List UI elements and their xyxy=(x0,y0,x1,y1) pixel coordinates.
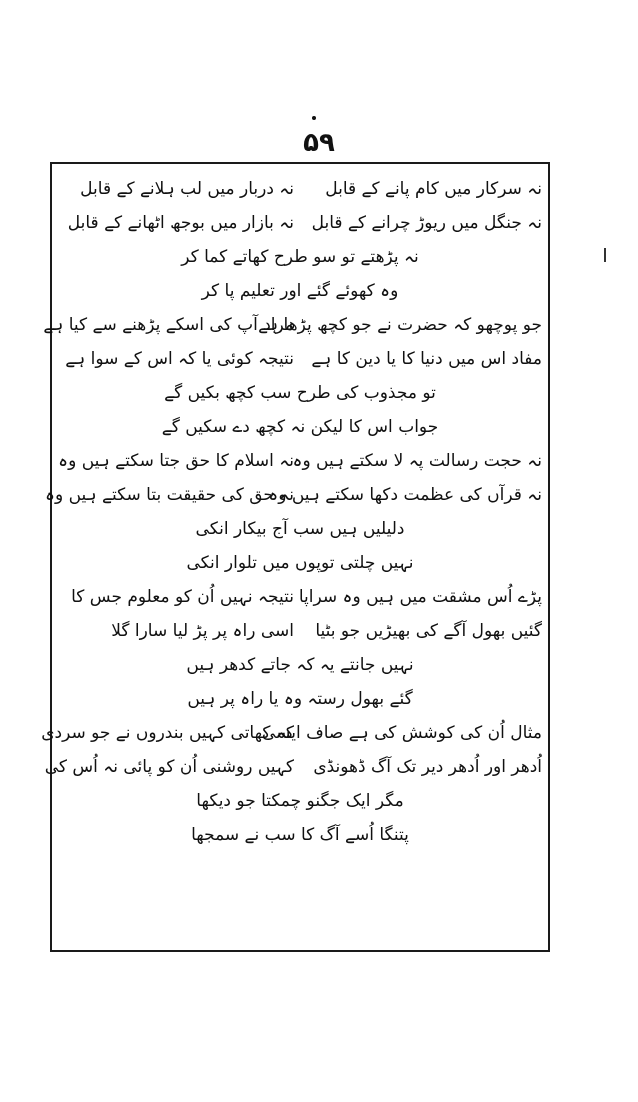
poem-line-centered xyxy=(58,818,542,852)
poem-couplet xyxy=(58,580,542,614)
poem-couplet xyxy=(58,342,542,376)
poem-line-centered xyxy=(58,784,542,818)
poem-hemistich-second: کہیں روشنی اُن کو پائی نہ اُس کی xyxy=(44,757,294,777)
poem-hemistich-first: نہ حجت رسالت پہ لا سکتے ہیں وہ xyxy=(292,451,542,471)
poem-couplet xyxy=(44,750,542,784)
poem-line-text: گئے بھول رستہ وہ یا راہ پر ہیں xyxy=(187,689,413,709)
poem-couplet xyxy=(58,614,542,648)
poem-hemistich-first: جو پوچھو کہ حضرت نے جو کچھ پڑھا ہے xyxy=(258,315,542,335)
poem-couplet xyxy=(45,478,542,512)
poem-hemistich-second: نہ بازار میں بوجھ اٹھانے کے قابل xyxy=(67,213,294,233)
poem-hemistich-first: گئیں بھول آگے کی بھیڑیں جو بٹیا xyxy=(315,621,542,641)
poem-hemistich-first: نہ قرآں کی عظمت دکھا سکتے ہیں وہ xyxy=(268,485,542,505)
poem-line-text: پتنگا اُسے آگ کا سب نے سمجھا xyxy=(191,825,409,845)
poem-hemistich-second: نہ دربار میں لب ہلانے کے قابل xyxy=(80,179,294,199)
poem-line-centered xyxy=(58,682,542,716)
poem-hemistich-second: نتیجہ نہیں اُن کو معلوم جس کا xyxy=(71,587,294,607)
poem-hemistich-second: نتیجہ کوئی یا کہ اس کے سوا ہے xyxy=(65,349,294,369)
poem-hemistich-second: کہ کھاتی کہیں بندروں نے جو سردی xyxy=(41,723,294,743)
poem-couplet xyxy=(43,308,542,342)
poem-hemistich-first: مفاد اس میں دنیا کا یا دین کا ہے xyxy=(311,349,542,369)
poem-couplet xyxy=(58,172,542,206)
poem-line-centered xyxy=(58,410,542,444)
poem-line-centered xyxy=(58,274,542,308)
poem-hemistich-second: نہ حق کی حقیقت بتا سکتے ہیں وہ xyxy=(45,485,294,505)
poem-line-text: دلیلیں ہیں سب آج بیکار انکی xyxy=(195,519,405,539)
poem-couplet xyxy=(58,206,542,240)
poem-hemistich-first: نہ سرکار میں کام پانے کے قابل xyxy=(325,179,542,199)
page-number-text: ۵۹ xyxy=(303,128,335,158)
poem-line-centered xyxy=(58,546,542,580)
poem-body xyxy=(41,172,542,852)
poem-line-centered xyxy=(58,512,542,546)
poem-hemistich-first: مثال اُن کی کوشش کی ہے صاف ایسی xyxy=(261,723,542,743)
page-number-dot xyxy=(312,116,316,120)
poem-line-text: جواب اس کا لیکن نہ کچھ دے سکیں گے xyxy=(161,417,439,437)
poem-line-text: تو مجذوب کی طرح سب کچھ بکیں گے xyxy=(164,383,436,403)
poem-hemistich-second: نہ اسلام کا حق جتا سکتے ہیں وہ xyxy=(58,451,294,471)
poem-line-text: نہ پڑھتے تو سو طرح کھاتے کما کر xyxy=(181,247,419,267)
poem-hemistich-first: نہ جنگل میں ریوڑ چرانے کے قابل xyxy=(311,213,542,233)
poem-line-centered xyxy=(58,240,542,274)
poem-line-centered xyxy=(58,376,542,410)
poem-couplet xyxy=(58,444,542,478)
page-number xyxy=(0,128,638,158)
poem-hemistich-first: اُدھر اور اُدھر دیر تک آگ ڈھونڈی xyxy=(313,757,542,777)
poem-couplet xyxy=(41,716,542,750)
poem-line-centered xyxy=(58,648,542,682)
poem-hemistich-first: پڑے اُس مشقت میں ہیں وہ سراپا xyxy=(298,587,542,607)
poem-line-text: نہیں چلتی توپوں میں تلوار انکی xyxy=(186,553,414,573)
poem-hemistich-second: مراد آپ کی اسکے پڑھنے سے کیا ہے xyxy=(43,315,294,335)
poem-hemistich-second: اسی راہ پر پڑ لیا سارا گلا xyxy=(111,621,294,641)
margin-mark xyxy=(604,248,606,262)
poem-line-text: مگر ایک جگنو چمکتا جو دیکھا xyxy=(196,791,404,811)
poem-line-text: نہیں جانتے یہ کہ جاتے کدھر ہیں xyxy=(186,655,414,675)
poem-line-text: وہ کھوئے گئے اور تعلیم پا کر xyxy=(201,281,399,301)
